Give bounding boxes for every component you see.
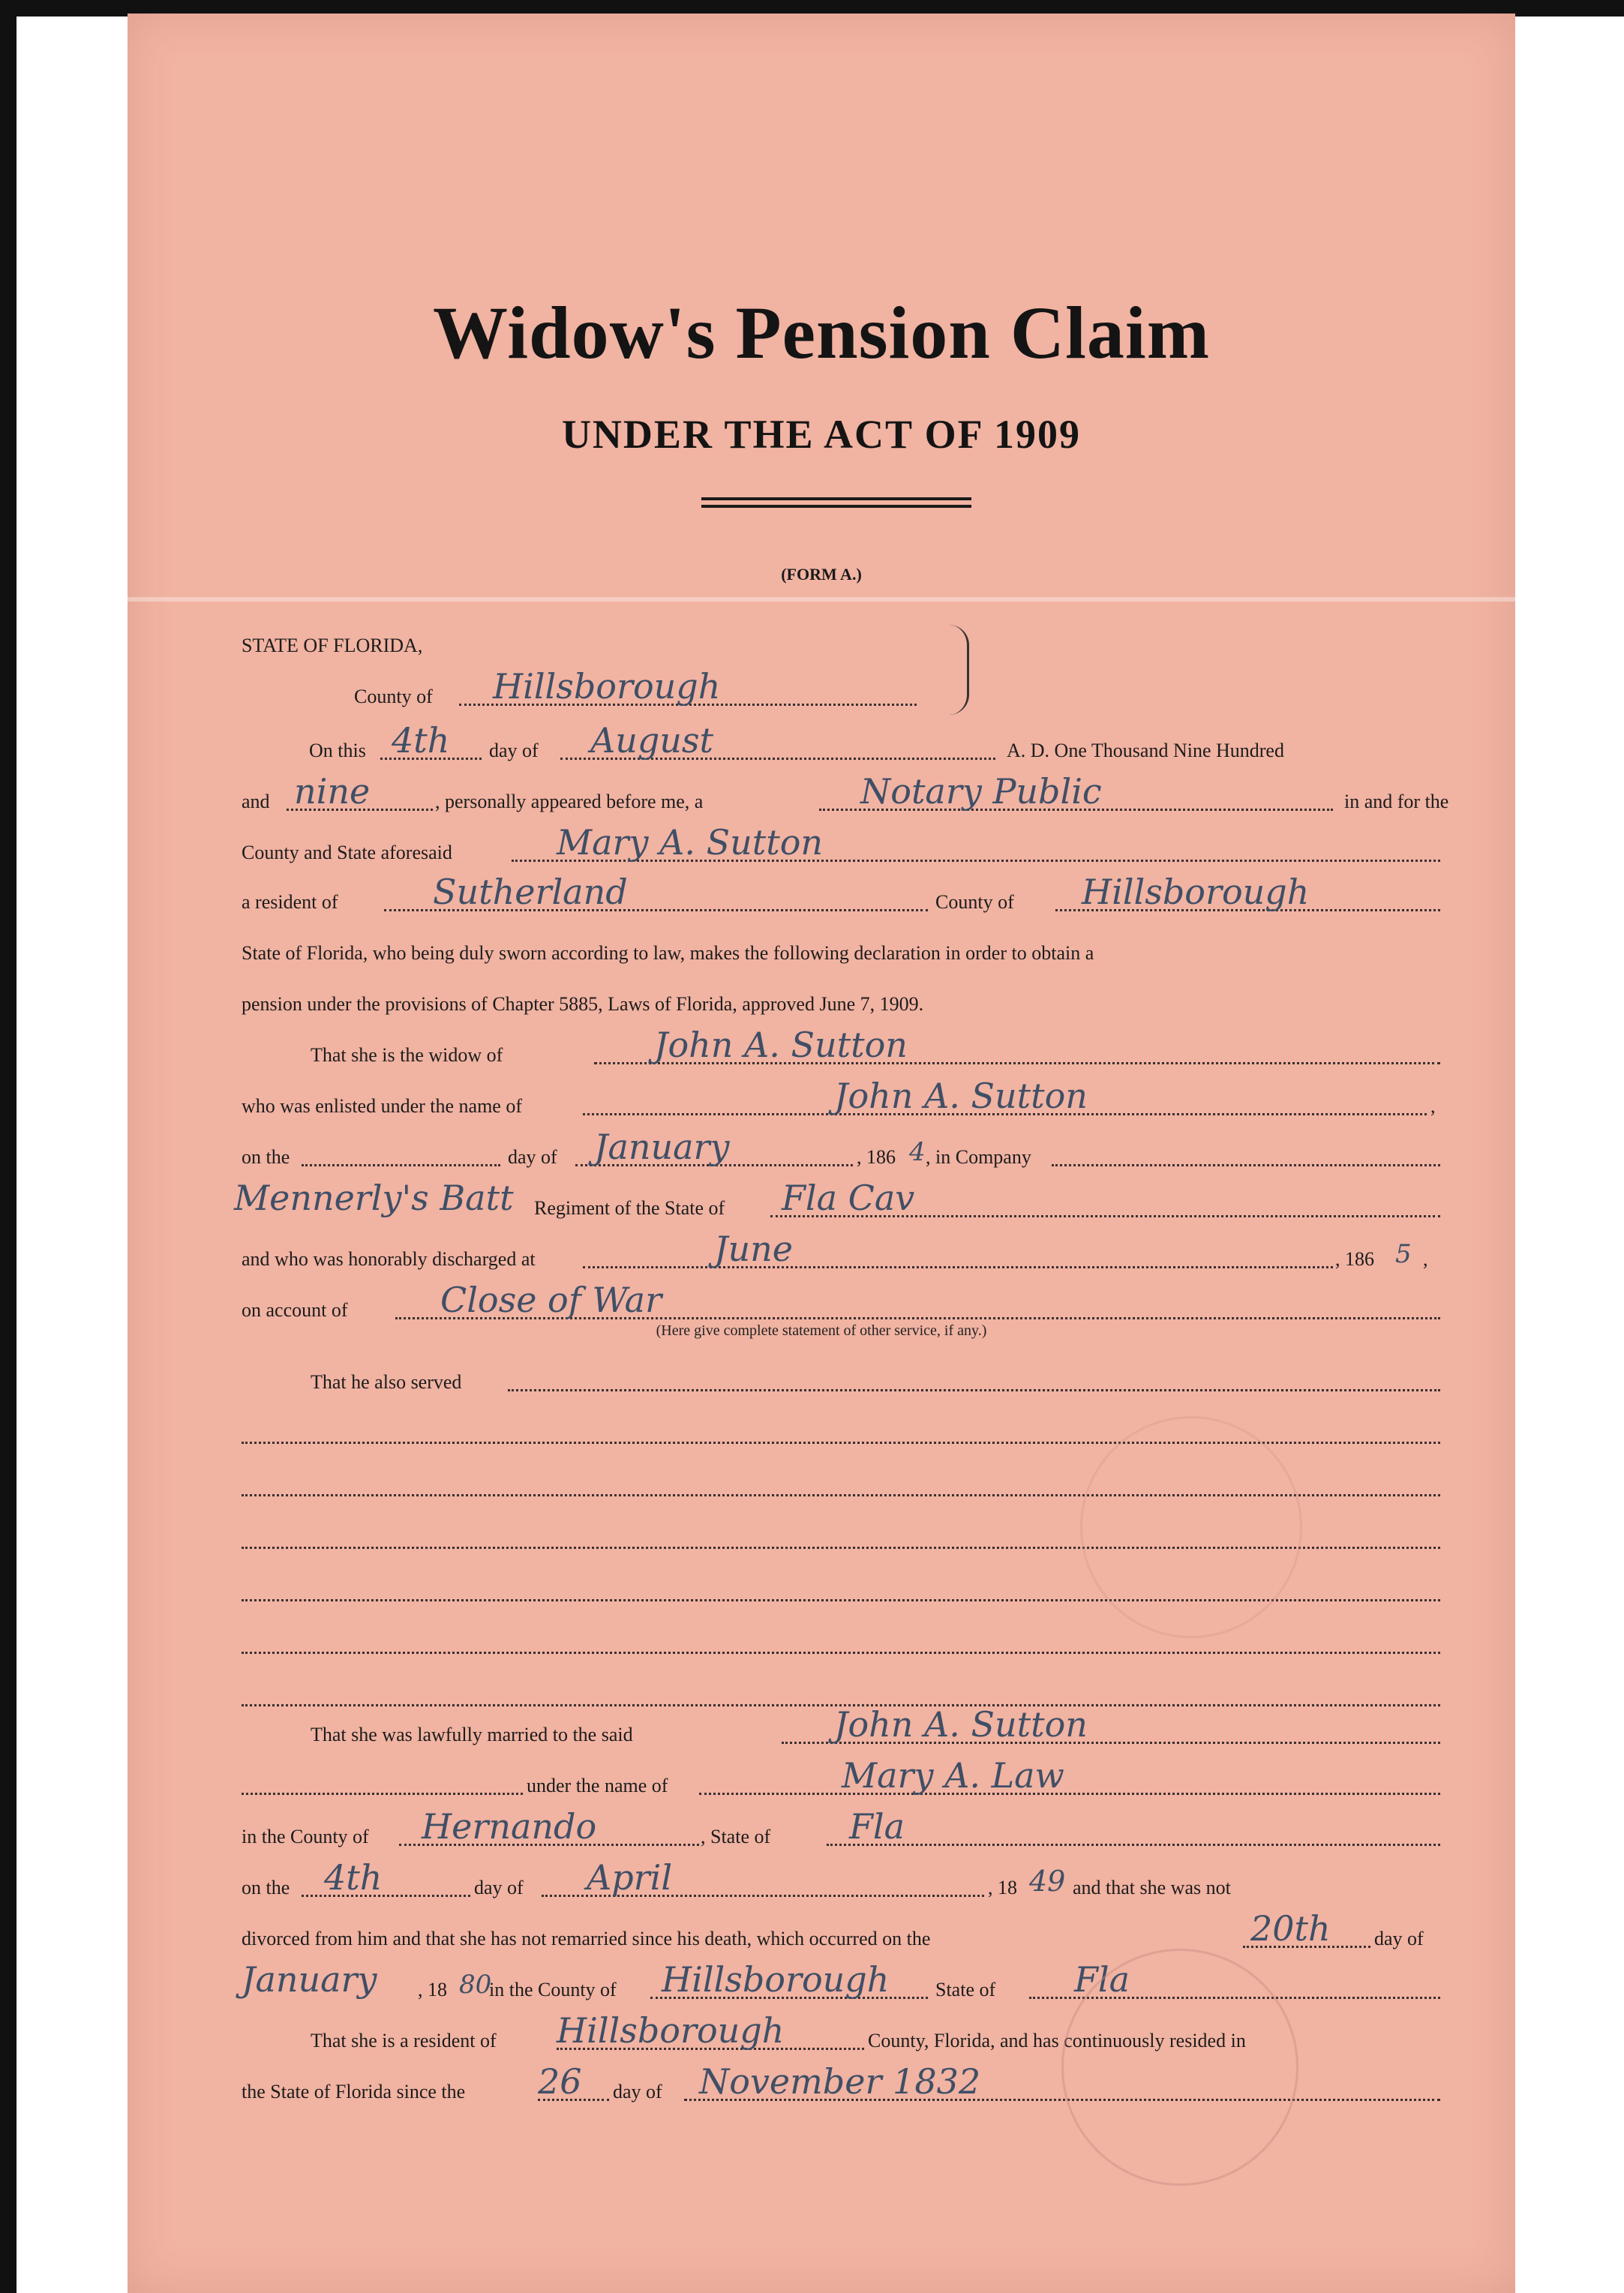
enlisted-line: who was enlisted under the name of John A. Sutton , <box>242 1076 1436 1117</box>
notary-seal-embossed <box>1061 1949 1298 2186</box>
death-state-handwritten: Fla <box>1074 1959 1130 2000</box>
discharge-handwritten: June <box>714 1229 793 1269</box>
marriage-county-line: in the County of Hernando , State of Fla <box>242 1812 1440 1853</box>
claimant-name-handwritten: Mary A. Sutton <box>557 822 824 863</box>
husband-handwritten: John A. Sutton <box>654 1025 908 1065</box>
year-word-handwritten: nine <box>294 771 371 812</box>
form-label: (FORM A.) <box>781 565 862 584</box>
discharged-line: and who was honorably discharged at June , 186 5 , <box>242 1229 1428 1270</box>
residence-county-handwritten: Hillsborough <box>1082 872 1310 912</box>
marriage-day-handwritten: 4th <box>324 1857 383 1898</box>
state-heading: STATE OF FLORIDA, <box>242 635 423 656</box>
maiden-name-line: under the name of Mary A. Law <box>242 1761 1440 1802</box>
marriage-county-handwritten: Hernando <box>422 1806 597 1847</box>
county-of-label: County of <box>354 686 433 707</box>
reason-handwritten: Close of War <box>440 1280 662 1320</box>
marriage-month-handwritten: April <box>587 1857 673 1898</box>
officer-handwritten: Notary Public <box>860 771 1102 812</box>
state-heading-line <box>242 621 1440 662</box>
paper-fold <box>128 597 1515 602</box>
form-subtitle: UNDER THE ACT OF 1909 <box>561 412 1082 457</box>
death-county-handwritten: Hillsborough <box>662 1959 890 2000</box>
blank-line-5 <box>242 1620 1440 1661</box>
date-line: On this 4th day of August A. D. One Thousand Nine Hundred <box>309 720 1284 761</box>
enlisted-date-line: on the day of January , 186 4 , in Company <box>242 1133 1440 1173</box>
county-bracket <box>949 625 969 715</box>
county-line <box>242 666 1440 713</box>
residence-handwritten: Sutherland <box>433 872 628 912</box>
day-handwritten: 4th <box>392 720 450 761</box>
widow-line: That she is the widow of John A. Sutton <box>242 1031 1440 1071</box>
appeared-line: and nine , personally appeared before me, a Notary Public in and for the <box>242 771 1449 812</box>
marriage-state-handwritten: Fla <box>849 1806 905 1847</box>
death-month-handwritten: January <box>242 1959 377 2000</box>
account-line: on account of Close of War <box>242 1286 1440 1326</box>
title-rule-bottom <box>701 505 971 508</box>
resided-since-line: the State of Florida since the 26 day of November 1832 <box>242 2067 1440 2108</box>
enlist-month-handwritten: January <box>594 1127 730 1167</box>
scan-left-border <box>0 0 17 2293</box>
current-county-handwritten: Hillsborough <box>557 2010 785 2051</box>
regiment-state-handwritten: Fla Cav <box>782 1178 915 1218</box>
month-handwritten: August <box>590 720 714 761</box>
company-handwritten: Mennerly's Batt <box>234 1178 514 1218</box>
resided-day-handwritten: 26 <box>538 2061 582 2102</box>
enlist-year-handwritten: 4 <box>909 1137 926 1167</box>
marriage-year-handwritten: 49 <box>1029 1865 1066 1898</box>
pension-form-page <box>128 14 1515 2293</box>
county-handwritten: Hillsborough <box>493 666 721 707</box>
maiden-name-handwritten: Mary A. Law <box>842 1755 1064 1796</box>
also-served-line: That he also served <box>242 1358 1440 1398</box>
enlisted-name-handwritten: John A. Sutton <box>834 1076 1088 1116</box>
resident-line: a resident of Sutherland County of Hillsborough <box>242 878 1440 918</box>
death-line: divorced from him and that she has not remarried since his death, which occurred on the 20th day of <box>242 1908 1424 1949</box>
resided-date-handwritten: November 1832 <box>699 2061 981 2102</box>
death-date-line: January , 18 80 in the County of Hillsborough State of Fla <box>242 1965 1440 2006</box>
regiment-line: Mennerly's Batt Regiment of the State of Fla Cav <box>242 1184 1440 1224</box>
death-year-handwritten: 80 <box>459 1970 492 2000</box>
title-rule-top <box>701 497 971 500</box>
married-husband-handwritten: John A. Sutton <box>834 1704 1088 1745</box>
death-day-handwritten: 20th <box>1250 1908 1331 1949</box>
seal-bleedthrough <box>1080 1416 1302 1638</box>
other-service-caption: (Here give complete statement of other service, if any.) <box>656 1322 987 1339</box>
marriage-date-line: on the 4th day of April , 18 49 and that she was not <box>242 1857 1231 1898</box>
declaration-line: State of Florida, who being duly sworn according to law, makes the following declaration in order to obtain a <box>242 942 1094 964</box>
county-state-line: County and State aforesaid Mary A. Sutton <box>242 828 1440 869</box>
pension-line: pension under the provisions of Chapter 5885, Laws of Florida, approved June 7, 1909. <box>242 993 924 1015</box>
discharge-year-handwritten: 5 <box>1395 1239 1412 1269</box>
married-line: That she was lawfully married to the said John A. Sutton <box>242 1710 1440 1751</box>
current-residence-line: That she is a resident of Hillsborough County, Florida, and has continuously resided in <box>311 2010 1246 2051</box>
form-title: Widow's Pension Claim <box>433 291 1210 374</box>
